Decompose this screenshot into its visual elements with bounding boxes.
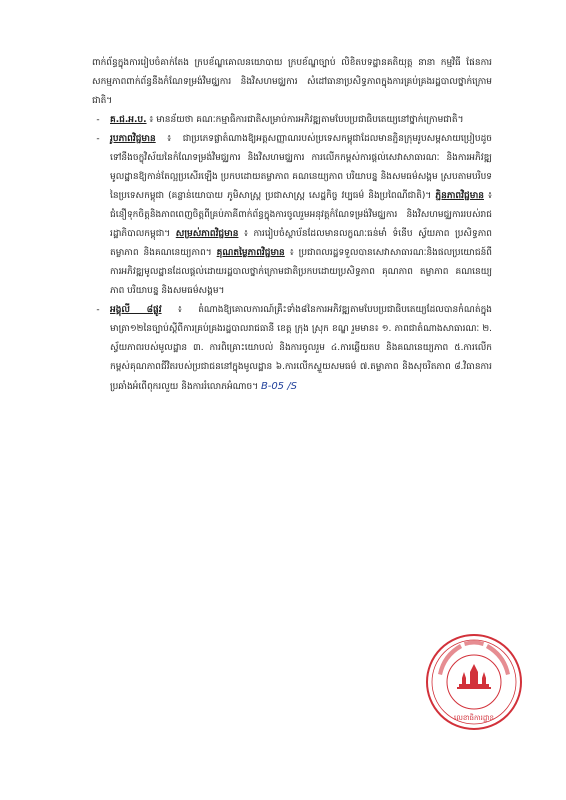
term-gjab: គ.ជ.អ.ប. [110, 115, 147, 125]
definition-positive-trust: ៖ ជំនឿទុកចិត្តនិងភាពពេញចិត្តពីគ្រប់ភាគីពាក់ព័ន្ធក្នុងការចូលរួមអនុវត្តកំណែទម្រង់វិមជ្ឈការ និងវិសហមជ្ឈការរបស់រាជរដ្ឋាភិបាលកម្ពុជា។ [110, 191, 492, 239]
definition-gjab: ៖ មានន័យថា គណៈកម្មាធិការជាតិសម្រាប់ការអភិវឌ្ឍតាមបែបប្រជាធិបតេយ្យនៅថ្នាក់ក្រោមជាតិ។ [146, 115, 464, 125]
term-positive-trust: ភ្ជិនភាពវិជ្ជមាន [435, 191, 484, 201]
official-seal [424, 632, 524, 732]
definition-positive-image: ៖ ជាប្រភេទផ្លាតំណាងឱ្យអត្តសញ្ញាណរបស់ប្រទេសកម្ពុជាដែលមានភ្ជិនក្រុមរូបសម្ពសាយប្រៀបដូចទៅនឹងចក្ខុវិស័យនៃកំណែទម្រង់វិមជ្ឈការ និងវិសហមជ្ឈការ ការលើកកម្ពស់ការផ្តល់សេវាសាធារណៈ និងការអភិវឌ្ឍមូលដ្ឋានឱ្យកាន់តែល្អប្រសើរឡើង ប្រកបដោយតម្លាភាព គណនេយ្យភាព បរិយាបន្ន និងសមធម៌សង្គម ស្របតាមបរិបទនៃប្រទេសកម្ពុជា (គន្លាន់យោបាយ ភូមិសាស្ត្រ ប្រជាសាស្ត្រ សេដ្ឋកិច្ច វប្បធម៌ និងប្រពៃណីជាតិ)។ [110, 134, 492, 201]
seal-icon [424, 632, 524, 732]
bullet-dash: - [96, 115, 100, 125]
bullet-dash: - [96, 134, 100, 144]
definition-item-eight-fingers [92, 301, 492, 397]
document-body [92, 54, 492, 397]
term-positive-beauty: សម្រស់ភាពវិជ្ជមាន [175, 229, 239, 239]
term-positive-value: គុណតម្លៃភាពវិជ្ជមាន [216, 248, 285, 258]
term-positive-image: រូបភាពវិជ្ជមាន [110, 134, 156, 144]
term-eight-fingers: អង្គុលី ៨ផ្លូវ [110, 305, 162, 315]
definition-positive-beauty: ៖ ការរៀបចំស្ថាប័នដែលមានលក្ខណៈធន់មាំ ទំនើប ស្វ័យភាព ប្រសិទ្ធភាព តម្លាភាព និងគណនេយ្យភាព។ [110, 229, 492, 258]
definition-item-gjab [92, 111, 492, 130]
seal-bottom-text: លេខាធិការដ្ឋាន [454, 714, 494, 722]
initials-signature: B-05 /S [261, 381, 297, 392]
intro-paragraph: ពាក់ព័ន្ធក្នុងការរៀបចំគាក់តែង ក្របខ័ណ្ឌគោលនយោបាយ ក្របខ័ណ្ឌច្បាប់ លិខិតបទដ្ឋានគតិយុត្ត នានា កម្មវិធី ផែនការសកម្មភាពពាក់ព័ន្ធនឹងកំណែទម្រង់វិមជ្ឈការ និងវិសហមជ្ឈការ សំដៅធានាប្រសិទ្ធភាពក្នុងការគ្រប់គ្រងរដ្ឋបាលថ្នាក់ក្រោមជាតិ។ [92, 58, 492, 106]
bullet-dash: - [96, 305, 100, 315]
definition-positive-value: ៖ ប្រជាពលរដ្ឋទទួលបានសេវាសាធារណៈនិងផលប្រយោជន៍ពីការអភិវឌ្ឍមូលដ្ឋានដែលផ្តល់ដោយរដ្ឋបាលថ្នាក់ក្រោមជាតិប្រកបដោយប្រសិទ្ធភាព គុណភាព តម្លាភាព គណនេយ្យភាព បរិយាបន្ន និងសមធម៌សង្គម។ [110, 248, 492, 296]
definition-eight-fingers: ៖ តំណាងឱ្យគោលការណ៍គ្រឹះទាំង៨នៃការអភិវឌ្ឍតាមបែបប្រជាធិបតេយ្យដែលបានកំណត់ក្នុងមាត្រា១២នៃច្បាប់ស្តីពីការគ្រប់គ្រងរដ្ឋបាលរាជធានី ខេត្ត ក្រុង ស្រុក ខណ្ឌ រួមមាន៖ ១. ភាពជាតំណាងសាធារណៈ ២. ស្វ័យភាពរបស់មូលដ្ឋាន ៣. ការពិគ្រោះយោបល់ និងការចូលរួម ៤.ការឆ្លើយតប និងគណនេយ្យភាព ៥.ការលើកកម្ពស់គុណភាពជីវិតរបស់ប្រជាជននៅក្នុងមូលដ្ឋាន ៦.ការលើកស្ទួយសមធម៌ ៧.តម្លាភាព និងសុចរិតភាព ៨.វិធានការប្រឆាំងអំពើពុករលួយ និងការរំលោភអំណាច។ [110, 305, 492, 392]
definition-item-positive-image [92, 130, 492, 301]
